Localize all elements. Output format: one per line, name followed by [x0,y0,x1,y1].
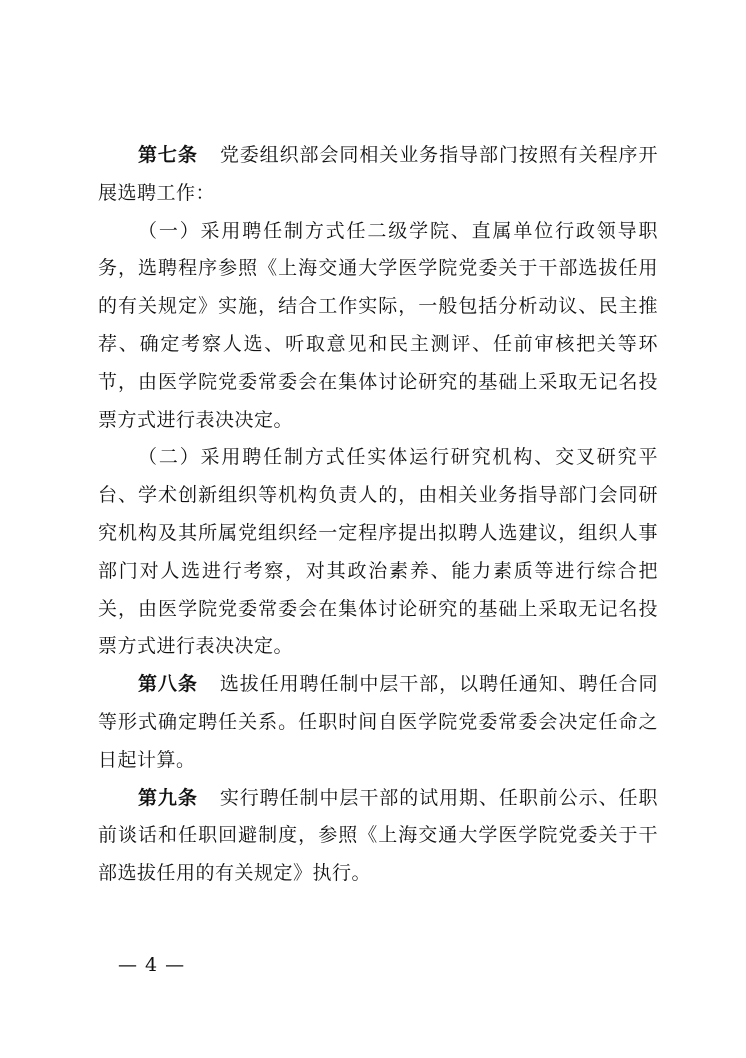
article-8-paragraph [98,666,658,779]
article-7-heading: 第七条 [138,144,198,166]
article-9-paragraph [98,780,658,893]
page-number: — 4 — [118,954,186,976]
item-1-paragraph [98,213,658,440]
article-9-heading: 第九条 [138,786,198,809]
item-2-paragraph [98,439,658,666]
item-2-text: （二）采用聘任制方式任实体运行研究机构、交叉研究平台、学术创新组织等机构负责人的，由相关业务指导部门会同研究机构及其所属党组织经一定程序提出拟聘人选建议，组织人事部门对人选进行考察，对其政治素养、能力素质等进行综合把关，由医学院党委常委会在集体讨论研究的基础上采取无记名投票方式进行表决决定。 [98,446,658,658]
item-1-text: （一）采用聘任制方式任二级学院、直属单位行政领导职务，选聘程序参照《上海交通大学医学院党委关于干部选拔任用的有关规定》实施，结合工作实际，一般包括分析动议、民主推荐、确定考察人选、听取意见和民主测评、任前审核把关等环节，由医学院党委常委会在集体讨论研究的基础上采取无记名投票方式进行表决决定。 [98,219,658,431]
article-9-text: 实行聘任制中层干部的试用期、任职前公示、任职前谈话和任职回避制度，参照《上海交通大学医学院党委关于干部选拔任用的有关规定》执行。 [98,786,658,885]
article-8-text: 选拔任用聘任制中层干部，以聘任通知、聘任合同等形式确定聘任关系。任职时间自医学院党委常委会决定任命之日起计算。 [98,673,658,771]
article-7-paragraph [98,137,658,213]
article-7-text: 党委组织部会同相关业务指导部门按照有关程序开展选聘工作： [98,144,658,204]
article-8-heading: 第八条 [138,673,198,696]
document-body [98,137,658,893]
